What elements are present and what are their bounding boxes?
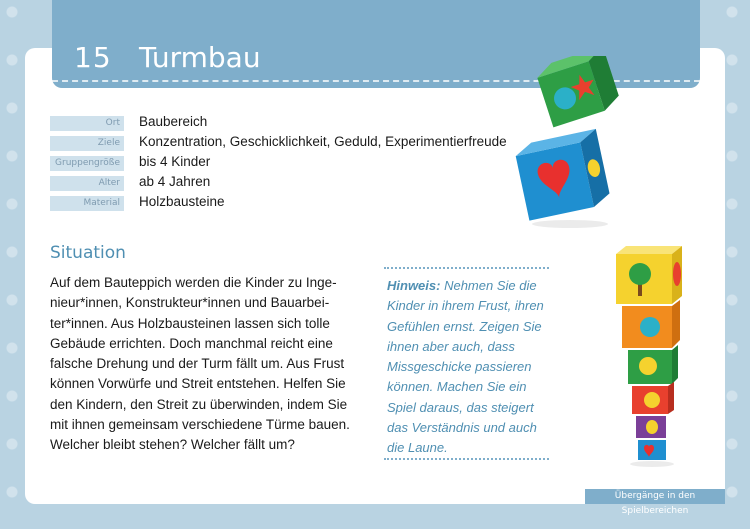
situation-heading: Situation <box>50 243 126 263</box>
paragraph-line: mit ihnen gemeinsam verschiedene Türme bauen. <box>50 417 350 433</box>
paragraph-line: falsche Drehung und der Turm fällt um. Aus Frust <box>50 356 345 372</box>
hint-line: Missgeschicke passieren <box>387 359 532 375</box>
hint-first-line-rest: Nehmen Sie die <box>440 278 537 293</box>
paragraph-line: Welcher bleibt stehen? Welcher fällt um? <box>50 437 295 453</box>
paragraph-line: können Vorwürfe und Streit entstehen. Helfen Sie <box>50 376 346 392</box>
footer-category-tag: Übergänge in den Spielbereichen <box>585 489 725 504</box>
meta-label: Alter <box>50 176 124 191</box>
hint-line: die Laune. <box>387 440 448 456</box>
hint-first-line <box>387 276 549 296</box>
toy-block-tower-icon <box>608 240 688 470</box>
meta-label: Material <box>50 196 124 211</box>
hint-box <box>384 267 549 460</box>
meta-value: Baubereich <box>139 114 208 129</box>
meta-label: Ort <box>50 116 124 131</box>
lesson-number: 15 <box>74 41 112 74</box>
hint-line: das Verständnis und auch <box>387 420 537 436</box>
paragraph-line: ter*innen. Aus Holzbausteinen lassen sich tolle <box>50 315 330 331</box>
hint-line: können. Machen Sie ein <box>387 379 527 395</box>
lesson-title: Turmbau <box>139 41 261 74</box>
toy-blocks-falling-icon <box>512 56 622 231</box>
hint-label: Hinweis: <box>387 278 441 293</box>
hint-text <box>384 276 549 459</box>
meta-value: Konzentration, Geschicklichkeit, Geduld, Experimentierfreude <box>139 134 507 149</box>
meta-value: Holzbausteine <box>139 194 225 209</box>
paragraph-line: Gebäude errichten. Doch manchmal reicht eine <box>50 335 333 351</box>
hint-line: Kinder in ihrem Frust, ihren <box>387 298 544 314</box>
paragraph-line: den Kindern, den Streit zu überwinden, indem Sie <box>50 396 348 412</box>
paragraph-line: Auf dem Bauteppich werden die Kinder zu Inge- <box>50 275 337 290</box>
situation-paragraph <box>50 273 355 456</box>
hint-line: Gefühlen ernst. Zeigen Sie <box>387 318 542 334</box>
hint-line: Spiel daraus, das steigert <box>387 399 534 415</box>
meta-label: Gruppengröße <box>50 156 124 171</box>
meta-label: Ziele <box>50 136 124 151</box>
hint-line: ihnen aber auch, dass <box>387 338 515 354</box>
paragraph-line: nieur*innen, Konstrukteur*innen und Bauarbei- <box>50 295 330 311</box>
meta-value: ab 4 Jahren <box>139 174 211 189</box>
meta-value: bis 4 Kinder <box>139 154 211 169</box>
